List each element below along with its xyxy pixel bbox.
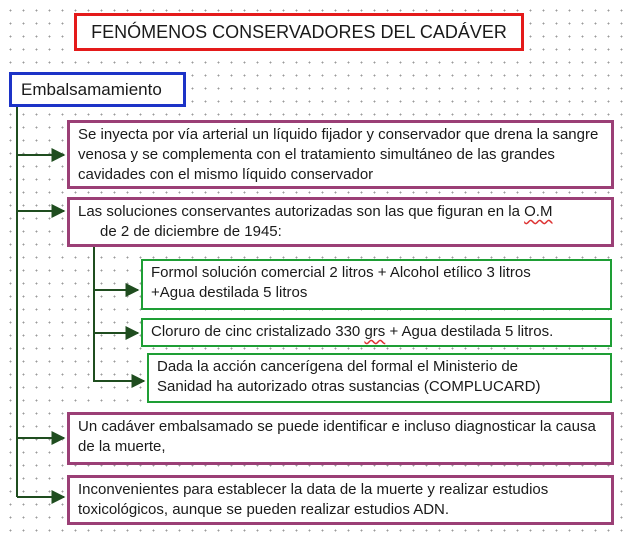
- subitem-cloruro: [141, 318, 612, 347]
- diagram-title: FENÓMENOS CONSERVADORES DEL CADÁVER: [74, 13, 524, 51]
- item-inyeccion: Se inyecta por vía arterial un líquido fijador y conservador que drena la sangre venosa y se complementa con el tratamiento simultáneo de las grandes cavidades con el mismo líquido conservador: [67, 120, 614, 189]
- subitem-dada: Dada la acción cancerígena del formal el Ministerio de Sanidad ha autorizado otras sustancias (COMPLUCARD): [147, 353, 612, 403]
- item-inconvenientes: Inconvenientes para establecer la data de la muerte y realizar estudios toxicológicos, aunque se pueden realizar estudios ADN.: [67, 475, 614, 525]
- item-identificar: Un cadáver embalsamado se puede identificar e incluso diagnosticar la causa de la muerte,: [67, 412, 614, 465]
- cloruro-grs: grs: [364, 323, 386, 340]
- cloruro-text-end: + Agua destilada 5 litros.: [385, 323, 554, 340]
- section-embalsamamiento: Embalsamamiento: [9, 72, 186, 107]
- soluciones-om: O.M: [524, 203, 553, 220]
- soluciones-text-end: de 2 de diciembre de 1945:: [100, 223, 282, 240]
- formol-line-2: +Agua destilada 5 litros: [151, 284, 308, 301]
- formol-line-1: Formol solución comercial 2 litros + Alcohol etílico 3 litros: [151, 264, 531, 281]
- cloruro-text-start: Cloruro de cinc cristalizado 330: [151, 323, 365, 340]
- subitem-formol: [141, 259, 612, 310]
- soluciones-text-start: Las soluciones conservantes autorizadas son las que figuran en la: [78, 203, 525, 220]
- item-soluciones: [67, 197, 614, 247]
